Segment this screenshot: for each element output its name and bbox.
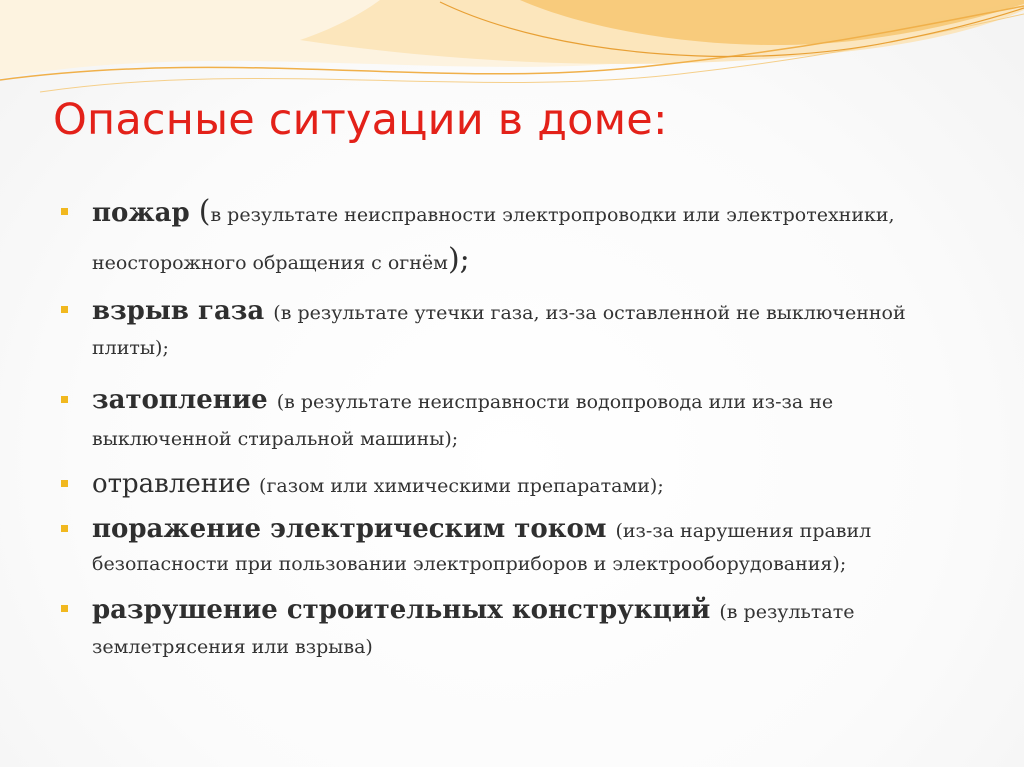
wave-decoration (0, 0, 1024, 110)
item-description: (из-за нарушения правил безопасности при пользовании электроприборов и электрооборудования); (92, 520, 872, 575)
item-term: поражение электрическим током (92, 514, 616, 544)
bullet-icon (61, 396, 68, 403)
list-item-gas-explosion (58, 294, 958, 366)
bullet-icon (61, 605, 68, 612)
item-description: (в результате землетрясения или взрыва) (92, 601, 855, 658)
list-item-structural-collapse (58, 593, 958, 665)
slide-title: Опасные ситуации в доме: (53, 95, 668, 145)
item-term: пожар (92, 198, 199, 228)
item-term: взрыв газа (92, 296, 274, 326)
item-open-paren: ( (198, 194, 211, 229)
bullet-icon (61, 525, 68, 532)
list-item-poisoning (58, 466, 958, 505)
item-term: затопление (92, 385, 277, 415)
list-item-flooding (58, 382, 958, 458)
item-description: в результате неисправности электропроводки или электротехники, неосторожного обращения с огнём (92, 204, 895, 274)
item-description: (в результате утечки газа, из-за оставленной не выключенной плиты); (92, 302, 906, 359)
item-term: разрушение строительных конструкций (92, 595, 720, 625)
list-item-electric-shock (58, 513, 958, 581)
item-description: (в результате неисправности водопровода или из-за не выключенной стиральной машины); (92, 391, 834, 450)
bullet-icon (61, 480, 68, 487)
list-item-fire (58, 190, 958, 286)
bullet-icon (61, 306, 68, 313)
item-description: (газом или химическими препаратами); (259, 475, 664, 497)
item-term: отравление (92, 469, 260, 499)
bullet-icon (61, 208, 68, 215)
hazard-list (58, 190, 958, 665)
item-close-paren: ); (447, 242, 470, 277)
